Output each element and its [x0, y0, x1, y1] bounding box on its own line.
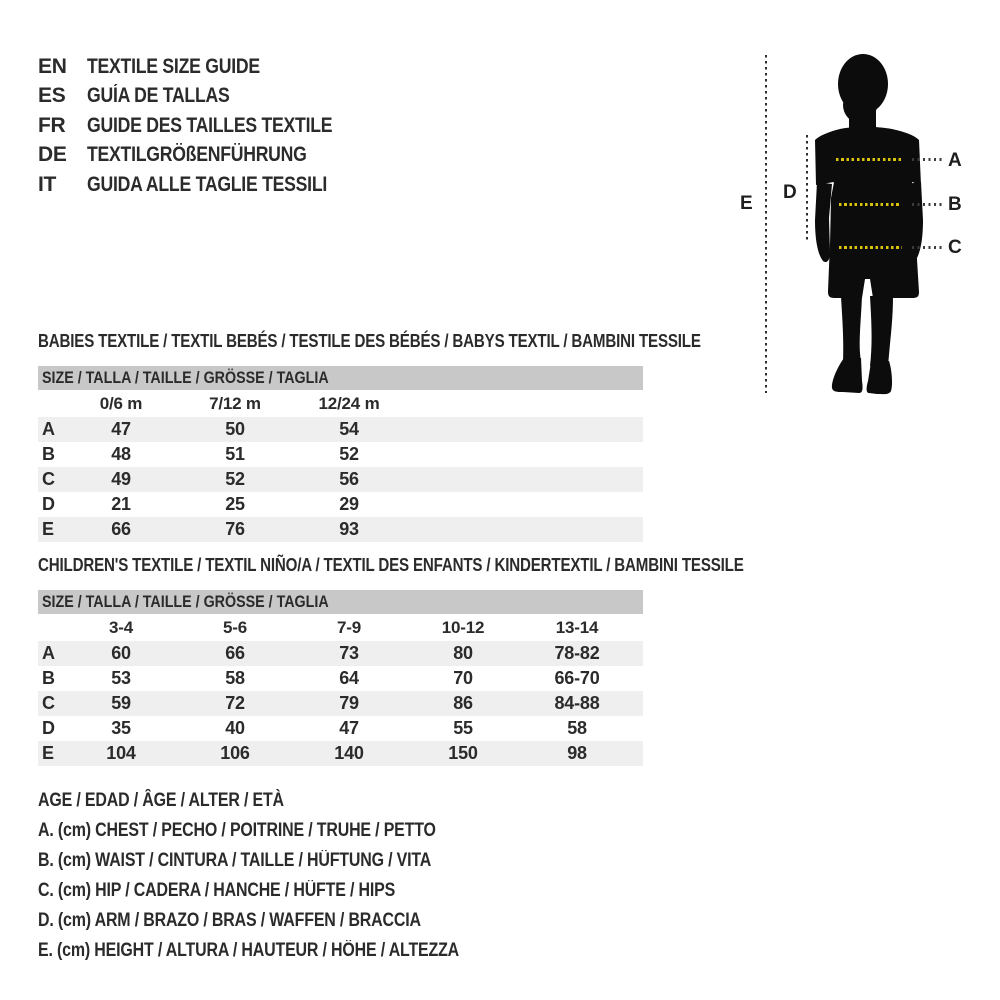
diagram-label-c: C — [948, 237, 962, 258]
chest-measure-leader-a — [912, 158, 945, 161]
guide-title-de: TEXTILGRÖßENFÜHRUNG — [87, 143, 307, 167]
legend-chest: A. (cm) CHEST / PECHO / POITRINE / TRUHE / PETTO — [38, 820, 436, 841]
babies-row-b: B 48 51 52 — [42, 444, 359, 464]
diagram-label-b: B — [948, 194, 962, 215]
waist-measure-line-b — [839, 203, 899, 206]
arm-measure-line-d — [806, 135, 808, 242]
children-row-c: C 59 72 79 86 84-88 — [38, 691, 643, 716]
babies-col-12-24m: 12/24 m — [318, 393, 380, 413]
language-code: IT — [38, 172, 57, 196]
measurement-legend — [38, 786, 539, 966]
diagram-label-d: D — [783, 182, 797, 203]
diagram-label-e: E — [740, 193, 753, 214]
babies-col-7-12m: 7/12 m — [209, 393, 261, 413]
hip-measure-line-c — [839, 246, 902, 249]
guide-title-en: TEXTILE SIZE GUIDE — [87, 54, 260, 78]
children-row-d: D 35 40 47 55 58 — [42, 718, 587, 738]
children-row-e: E 104 106 140 150 98 — [38, 741, 643, 766]
diagram-label-a: A — [948, 150, 962, 171]
babies-section-title: BABIES TEXTILE / TEXTIL BEBÉS / TESTILE DES BÉBÉS / BABYS TEXTIL / BAMBINI TESSILE — [38, 331, 701, 351]
legend-hip: C. (cm) HIP / CADERA / HANCHE / HÜFTE / HIPS — [38, 880, 396, 901]
children-col-13-14: 13-14 — [555, 617, 599, 637]
babies-col-0-6m: 0/6 m — [99, 393, 143, 413]
legend-waist: B. (cm) WAIST / CINTURA / TAILLE / HÜFTUNG / VITA — [38, 850, 432, 871]
guide-title-es: GUÍA DE TALLAS — [87, 84, 230, 108]
babies-row-e: E 66 76 93 — [38, 517, 643, 542]
children-row-b: B 53 58 64 70 66-70 — [42, 668, 600, 688]
children-col-5-6: 5-6 — [223, 617, 247, 637]
language-code: DE — [38, 143, 67, 167]
children-col-10-12: 10-12 — [441, 617, 485, 637]
children-row-a: A 60 66 73 80 78-82 — [38, 641, 643, 666]
language-code: FR — [38, 113, 66, 137]
language-code: ES — [38, 84, 66, 108]
language-code: EN — [38, 54, 67, 78]
legend-height: E. (cm) HEIGHT / ALTURA / HAUTEUR / HÖHE / ALTEZZA — [38, 940, 460, 961]
children-size-table — [38, 614, 643, 766]
hip-measure-leader-c — [912, 246, 945, 249]
babies-size-table — [38, 390, 643, 542]
babies-row-a: A 47 50 54 — [38, 417, 643, 442]
children-column-header-row — [38, 614, 643, 641]
babies-row-d: D 21 25 29 — [42, 494, 359, 514]
chest-measure-line-a — [836, 158, 902, 161]
guide-title-it: GUIDA ALLE TAGLIE TESSILI — [87, 172, 328, 196]
babies-column-header-row — [38, 390, 643, 417]
babies-row-c: C 49 52 56 — [38, 467, 643, 492]
legend-arm: D. (cm) ARM / BRAZO / BRAS / WAFFEN / BRACCIA — [38, 910, 421, 931]
babies-size-header-bar: SIZE / TALLA / TAILLE / GRÖSSE / TAGLIA — [38, 366, 643, 390]
children-section-title: CHILDREN'S TEXTILE / TEXTIL NIÑO/A / TEXTIL DES ENFANTS / KINDERTEXTIL / BAMBINI TESSILE — [38, 555, 744, 575]
children-col-3-4: 3-4 — [109, 617, 133, 637]
children-col-7-9: 7-9 — [337, 617, 361, 637]
children-size-header-bar: SIZE / TALLA / TAILLE / GRÖSSE / TAGLIA — [38, 590, 643, 614]
guide-title-fr: GUIDE DES TAILLES TEXTILE — [87, 113, 333, 137]
legend-age: AGE / EDAD / ÂGE / ALTER / ETÀ — [38, 790, 284, 811]
waist-measure-leader-b — [912, 203, 945, 206]
